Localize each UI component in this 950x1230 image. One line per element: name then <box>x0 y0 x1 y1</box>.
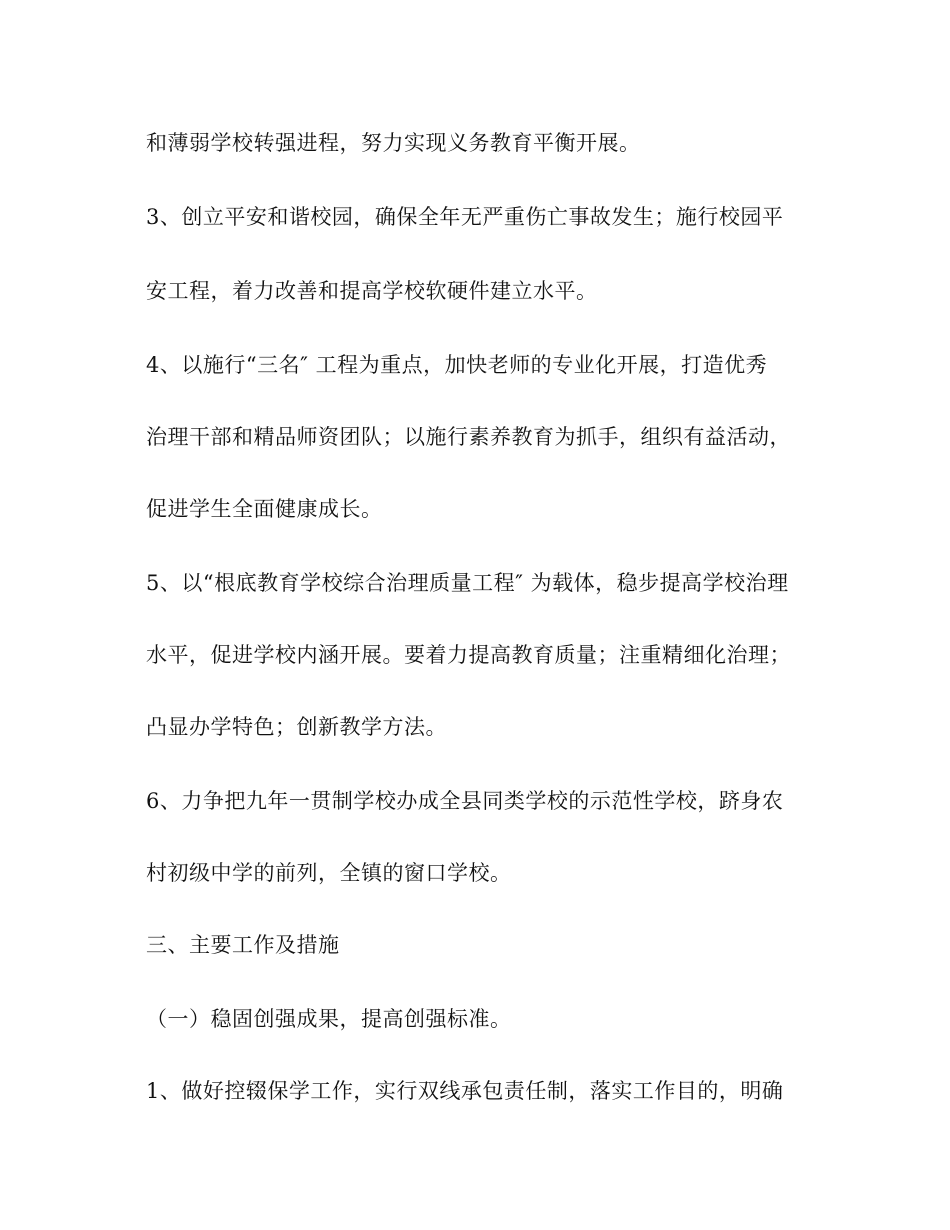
section-heading: 三、主要工作及措施 <box>146 933 340 957</box>
text-line: 凸显办学特色；创新教学方法。 <box>146 715 447 739</box>
text-line: 和薄弱学校转强进程，努力实现义务教育平衡开展。 <box>146 131 641 155</box>
text-line: 村初级中学的前列，全镇的窗口学校。 <box>146 861 512 885</box>
subsection-heading: （一）稳固创强成果，提高创强标准。 <box>146 1007 512 1031</box>
text-line: 6、力争把九年一贯制学校办成全县同类学校的示范性学校，跻身农 <box>146 789 784 813</box>
text-line: 水平，促进学校内涵开展。要着力提高教育质量；注重精细化治理； <box>146 643 791 667</box>
text-line: 3、创立平安和谐校园，确保全年无严重伤亡事故发生；施行校园平 <box>146 205 784 229</box>
text-line: 5、以“根底教育学校综合治理质量工程″ 为载体，稳步提高学校治理 <box>146 571 789 595</box>
text-line: 安工程，着力改善和提高学校软硬件建立水平。 <box>146 279 598 303</box>
text-line: 促进学生全面健康成长。 <box>146 497 383 521</box>
text-line: 4、以施行“三名″ 工程为重点，加快老师的专业化开展，打造优秀 <box>146 353 768 377</box>
text-line: 治理干部和精品师资团队；以施行素养教育为抓手，组织有益活动， <box>146 425 791 449</box>
text-line: 1、做好控辍保学工作，实行双线承包责任制，落实工作目的，明确 <box>146 1079 784 1103</box>
